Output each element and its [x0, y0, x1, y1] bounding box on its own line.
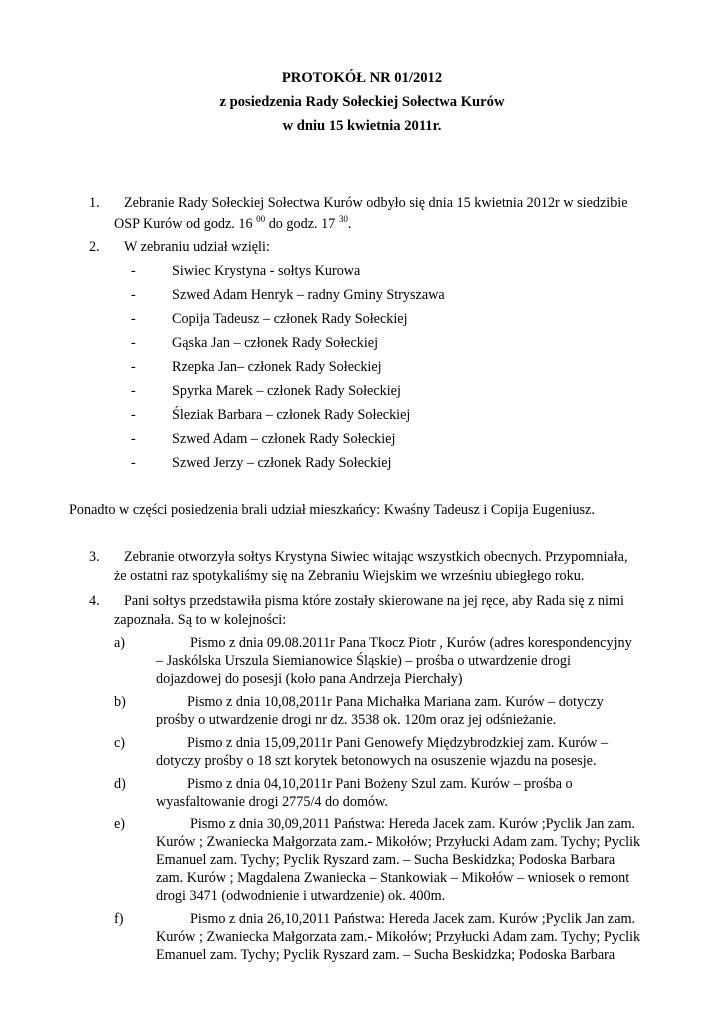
- attendee-item: Śleziak Barbara – członek Rady Sołeckiej: [172, 407, 411, 423]
- attendee-item: Rzepka Jan– członek Rady Sołeckiej: [172, 359, 382, 375]
- letter-line: – Jaskólska Urszula Siemianowice Śląskie) – prośba o utwardzenie drogi: [156, 653, 571, 669]
- item-3-line-2: że ostatni raz spotykaliśmy się na Zebraniu Wiejskim we wrześniu ubiegłego roku.: [114, 568, 585, 584]
- letter-label: a): [114, 635, 126, 651]
- attendee-item: Szwed Jerzy – członek Rady Sołeckiej: [172, 455, 392, 471]
- item-1-line-1: Zebranie Rady Sołeckiej Sołectwa Kurów odbyło się dnia 15 kwietnia 2012r w siedzibie: [124, 195, 628, 211]
- title-line-1: PROTOKÓŁ NR 01/2012: [281, 70, 443, 86]
- letter-line: prośby o utwardzenie drogi nr dz. 3538 ok. 120m oraz jej odśnieżanie.: [156, 712, 557, 728]
- attendee-dash: -: [131, 383, 136, 399]
- item-1-number: 1.: [89, 195, 100, 211]
- letter-line: Pismo z dnia 30,09,2011 Państwa: Hereda Jacek zam. Kurów ;Pyclik Jan zam.: [190, 816, 636, 832]
- attendee-item: Gąska Jan – członek Rady Sołeckiej: [172, 335, 379, 351]
- item-1-text-a: OSP Kurów od godz. 16: [114, 216, 253, 232]
- letter-line: Pismo z dnia 04,10,2011r Pani Bożeny Szul zam. Kurów – prośba o: [187, 776, 573, 792]
- letter-line: dotyczy prośby o 18 szt korytek betonowych na osuszenie wjazdu na posesje.: [156, 753, 597, 769]
- attendee-dash: -: [131, 407, 136, 423]
- attendee-dash: -: [131, 431, 136, 447]
- attendee-dash: -: [131, 455, 136, 471]
- letter-line: Pismo z dnia 15,09,2011r Pani Genowefy Międzybrodzkiej zam. Kurów –: [187, 735, 609, 751]
- item-1-sup-1: 00: [256, 214, 266, 224]
- attendee-dash: -: [131, 311, 136, 327]
- letter-label: f): [114, 911, 124, 927]
- letter-label: c): [114, 735, 126, 751]
- attendee-dash: -: [131, 287, 136, 303]
- letter-line: drogi 3471 (odwodnienie i utwardzenie) ok. 400m.: [156, 888, 446, 904]
- attendee-item: Szwed Adam Henryk – radny Gminy Stryszawa: [172, 287, 445, 303]
- item-1-sup-2: 30: [338, 214, 348, 224]
- letter-line: Pismo z dnia 10,08,2011r Pana Michałka Mariana zam. Kurów – dotyczy: [187, 694, 604, 710]
- item-4-number: 4.: [89, 593, 100, 609]
- item-2-text: W zebraniu udział wzięli:: [124, 239, 270, 255]
- document-title: [0, 66, 724, 138]
- residents-note: Ponadto w części posiedzenia brali udział mieszkańcy: Kwaśny Tadeusz i Copija Eugeniusz.: [69, 502, 595, 518]
- letter-line: Kurów ; Zwaniecka Małgorzata zam.- Mikołów; Przyłucki Adam zam. Tychy; Pyclik: [156, 929, 641, 945]
- letter-line: dojazdowej do posesji (koło pana Andrzeja Pierchały): [156, 671, 463, 687]
- letter-line: Emanuel zam. Tychy; Pyclik Ryszard zam. – Sucha Beskidzka; Podoska Barbara: [156, 852, 616, 868]
- item-1-line-2: [114, 215, 351, 233]
- item-4-line-1: Pani sołtys przedstawiła pisma które zostały skierowane na jej ręce, aby Rada się z nimi: [124, 593, 624, 609]
- letter-line: zam. Kurów ; Magdalena Zwaniecka – Stankowiak – Mikołów – wniosek o remont: [156, 870, 630, 886]
- attendee-dash: -: [131, 263, 136, 279]
- item-1-text-b: do godz. 17: [268, 216, 336, 232]
- letter-line: wyasfaltowanie drogi 2775/4 do domów.: [156, 794, 388, 810]
- title-line-2: z posiedzenia Rady Sołeckiej Sołectwa Kurów: [219, 94, 505, 110]
- letter-line: Emanuel zam. Tychy; Pyclik Ryszard zam. – Sucha Beskidzka; Podoska Barbara: [156, 947, 616, 963]
- letter-label: d): [114, 776, 126, 792]
- attendee-item: Siwiec Krystyna - sołtys Kurowa: [172, 263, 361, 279]
- attendee-item: Copija Tadeusz – członek Rady Sołeckiej: [172, 311, 408, 327]
- attendee-item: Szwed Adam – członek Rady Sołeckiej: [172, 431, 396, 447]
- item-3-line-1: Zebranie otworzyła sołtys Krystyna Siwiec witając wszystkich obecnych. Przypomniała,: [124, 549, 628, 565]
- title-line-3: w dniu 15 kwietnia 2011r.: [282, 118, 442, 134]
- item-3-number: 3.: [89, 549, 100, 565]
- attendee-dash: -: [131, 335, 136, 351]
- item-4-line-2: zapoznała. Są to w kolejności:: [114, 612, 287, 628]
- letter-label: b): [114, 694, 126, 710]
- attendee-item: Spyrka Marek – członek Rady Sołeckiej: [172, 383, 401, 399]
- letter-line: Kurów ; Zwaniecka Małgorzata zam.- Mikołów; Przyłucki Adam zam. Tychy; Pyclik: [156, 834, 641, 850]
- attendee-dash: -: [131, 359, 136, 375]
- item-1-text-c: .: [347, 216, 352, 232]
- letter-label: e): [114, 816, 126, 832]
- letter-line: Pismo z dnia 09.08.2011r Pana Tkocz Piotr , Kurów (adres korespondencyjny: [190, 635, 632, 651]
- item-2-number: 2.: [89, 239, 100, 255]
- letter-line: Pismo z dnia 26,10,2011 Państwa: Hereda Jacek zam. Kurów ;Pyclik Jan zam.: [190, 911, 636, 927]
